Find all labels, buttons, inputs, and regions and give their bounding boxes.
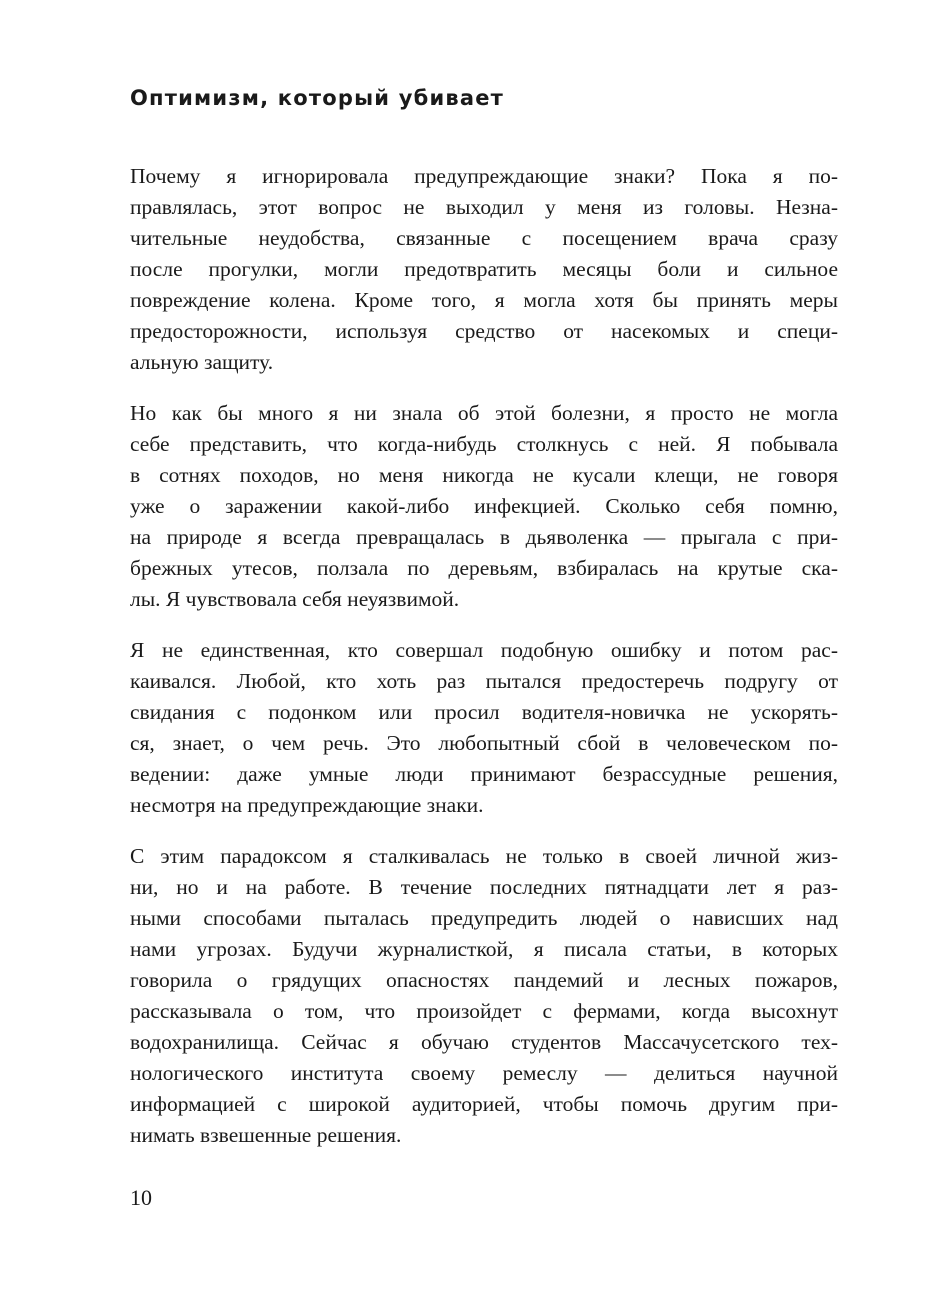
text-line: повреждение колена. Кроме того, я могла хотя бы принять меры [130,288,838,312]
text-line: лы. Я чувствовала себя неуязвимой. [130,587,460,611]
text-line: Я не единственная, кто совершал подобную ошибку и потом рас- [130,638,838,662]
text-line: нологического института своему ремеслу — делиться научной [130,1061,838,1085]
paragraph [130,841,838,1151]
text-line: альную защиту. [130,350,274,374]
paragraph [130,161,838,378]
text-line: уже о заражении какой-либо инфекцией. Сколько себя помню, [130,494,838,518]
body-text [130,161,838,1171]
text-line: С этим парадоксом я сталкивалась не только в своей личной жиз- [130,844,838,868]
text-line: правлялась, этот вопрос не выходил у меня из головы. Незна- [130,195,838,219]
text-line: ведении: даже умные люди принимают безрассудные решения, [130,762,838,786]
text-line: информацией с широкой аудиторией, чтобы помочь другим при- [130,1092,838,1116]
text-line: ни, но и на работе. В течение последних пятнадцати лет я раз- [130,875,838,899]
text-line: водохранилища. Сейчас я обучаю студентов Массачусетского тех- [130,1030,838,1054]
paragraph [130,398,838,615]
text-line: на природе я всегда превращалась в дьяволенка — прыгала с при- [130,525,838,549]
text-line: рассказывала о том, что произойдет с фермами, когда высохнут [130,999,838,1023]
text-line: нимать взвешенные решения. [130,1123,402,1147]
text-line: брежных утесов, ползала по деревьям, взбиралась на крутые ска- [130,556,838,580]
text-line: говорила о грядущих опасностях пандемий и лесных пожаров, [130,968,838,992]
text-line: ными способами пыталась предупредить людей о нависших над [130,906,838,930]
text-line: ся, знает, о чем речь. Это любопытный сбой в человеческом по- [130,731,838,755]
text-line: несмотря на предупреждающие знаки. [130,793,484,817]
text-line: после прогулки, могли предотвратить месяцы боли и сильное [130,257,838,281]
text-line: каивался. Любой, кто хоть раз пытался предостеречь подругу от [130,669,838,693]
text-line: свидания с подонком или просил водителя-новичка не ускорять- [130,700,838,724]
text-line: нами угрозах. Будучи журналисткой, я писала статьи, в которых [130,937,838,961]
text-line: себе представить, что когда-нибудь столкнусь с ней. Я побывала [130,432,838,456]
paragraph [130,635,838,821]
section-heading: Оптимизм, который убивает [130,86,505,110]
text-line: в сотнях походов, но меня никогда не кусали клещи, не говоря [130,463,838,487]
text-line: Почему я игнорировала предупреждающие знаки? Пока я по- [130,164,838,188]
page-number: 10 [130,1185,152,1210]
text-line: чительные неудобства, связанные с посещением врача сразу [130,226,838,250]
text-line: Но как бы много я ни знала об этой болезни, я просто не могла [130,401,838,425]
text-line: предосторожности, используя средство от насекомых и специ- [130,319,838,343]
